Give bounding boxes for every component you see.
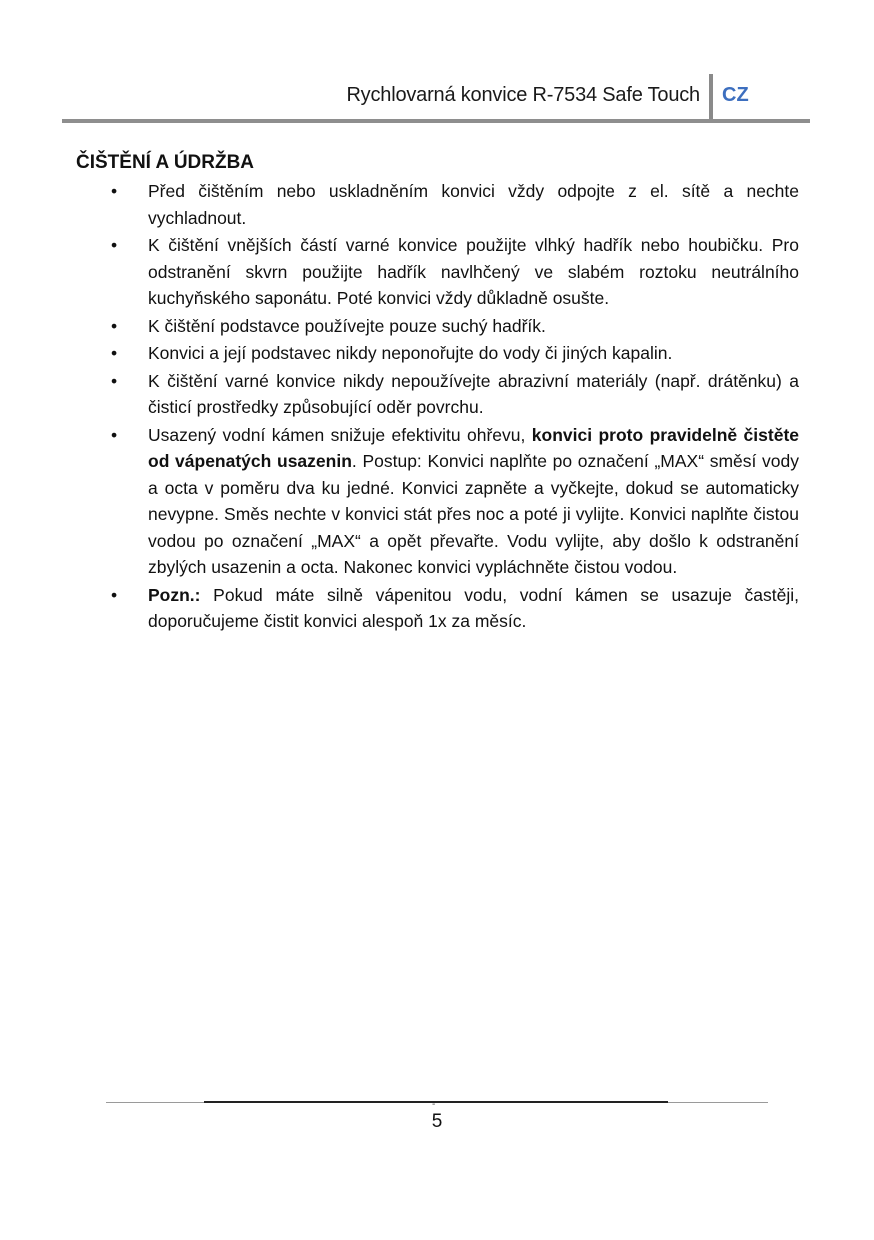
list-item: [111, 313, 799, 340]
item-text-post: . Postup: Konvici naplňte po označení „MAX“ směsí vody a octa v poměru dva ku jedné. Konvici zapněte a vyčkejte, dokud se automaticky nevypne. Směs nechte v konvici stát přes noc a poté ji vylijte. Konvici naplňte čistou vodou po označení „MAX“ a opět převařte. Vodu vylijte, aby došlo k odstranění zbylých usazenin a octa. Nakonec konvici vypláchněte čistou vodou.: [148, 451, 800, 577]
page-number: 5: [431, 1111, 443, 1132]
bullet: •: [111, 370, 118, 391]
list-item: [111, 422, 800, 581]
list-item: [111, 582, 799, 635]
header-separator: [709, 74, 713, 120]
item-text-post: Pokud máte silně vápenitou vodu, vodní kámen se usazuje častěji, doporučujeme čistit konvici alespoň 1x za měsíc.: [148, 584, 799, 631]
bullet: •: [111, 584, 118, 605]
item-text: Konvici a její podstavec nikdy neponořujte do vody či jiných kapalin.: [148, 343, 673, 363]
document-title: Rychlovarná konvice R-7534 Safe Touch: [346, 84, 700, 106]
section-title: ČIŠTĚNÍ A ÚDRŽBA: [76, 152, 255, 173]
footer-mark: -: [432, 1099, 436, 1110]
list-item: [111, 368, 799, 421]
list-item: [111, 340, 799, 367]
header-rule: [62, 119, 810, 123]
footer-rule-dark: [204, 1101, 668, 1103]
item-text: K čištění varné konvice nikdy nepoužívejte abrazivní materiály (např. drátěnku) a čisticí prostředky způsobující oděr povrchu.: [148, 370, 799, 417]
note-label: Pozn.:: [148, 584, 201, 605]
bullet: •: [111, 343, 118, 363]
bullet: •: [111, 315, 118, 336]
list-item: [111, 178, 799, 231]
item-text-bold: konvici proto pravidelně čistěte od vápenatých usazenin: [148, 424, 799, 471]
item-text: Před čištěním nebo uskladněním konvici vždy odpojte z el. sítě a nechte vychladnout.: [148, 181, 799, 228]
item-text: K čištění podstavce používejte pouze suchý hadřík.: [148, 315, 546, 336]
bullet: •: [111, 181, 118, 201]
language-code: CZ: [722, 84, 749, 106]
list-item: [111, 232, 799, 312]
bullet: •: [111, 424, 118, 445]
item-text-pre: Usazený vodní kámen snižuje efektivitu ohřevu,: [148, 424, 532, 445]
cleaning-instructions-list: [111, 178, 800, 636]
item-text: K čištění vnějších částí varné konvice použijte vlhký hadřík nebo houbičku. Pro odstranění skvrn použijte hadřík navlhčený ve slabém roztoku neutrálního kuchyňského saponátu. Poté konvici vždy důkladně osušte.: [148, 235, 799, 308]
bullet: •: [111, 235, 118, 255]
